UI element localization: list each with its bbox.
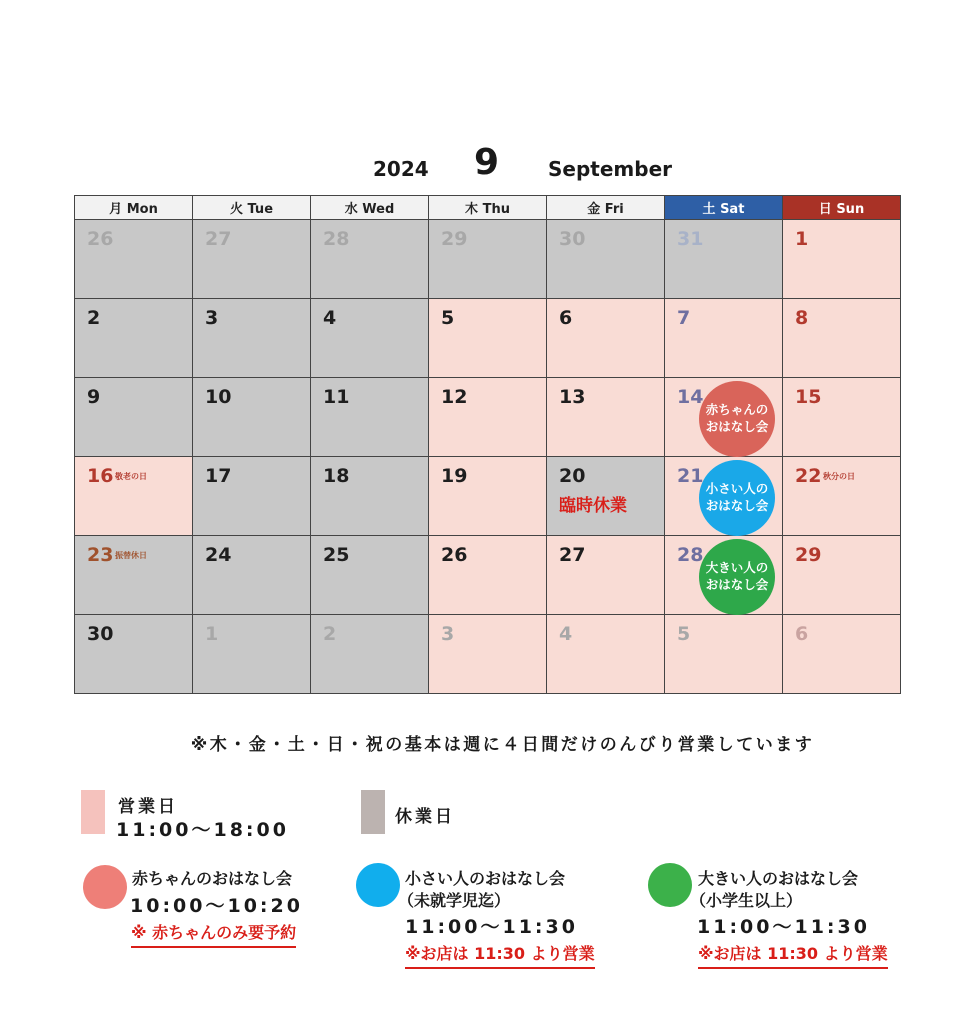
calendar-week-row xyxy=(75,378,901,457)
big-storytime-age: （小学生以上） xyxy=(690,891,803,910)
calendar-day-cell xyxy=(783,220,901,299)
weekday-header: 金 Fri xyxy=(547,196,665,220)
day-number: 17 xyxy=(205,465,232,487)
baby-storytime-time: 10:00〜10:20 xyxy=(130,895,303,917)
calendar-day-cell xyxy=(193,299,311,378)
day-number: 11 xyxy=(323,386,350,408)
calendar-day-cell xyxy=(665,536,783,615)
day-number: 2 xyxy=(87,307,101,329)
big-storytime-badge: 大きい人の おはなし会 xyxy=(699,539,775,615)
weekday-header: 水 Wed xyxy=(311,196,429,220)
day-number: 23 xyxy=(87,544,114,566)
baby-storytime-badge: 赤ちゃんの おはなし会 xyxy=(699,381,775,457)
small-storytime-title: 小さい人のおはなし会 xyxy=(405,869,566,888)
big-storytime-note: ※お店は 11:30 より営業 xyxy=(698,941,888,969)
day-number: 26 xyxy=(87,228,114,250)
calendar-day-cell xyxy=(311,457,429,536)
day-number: 1 xyxy=(795,228,809,250)
baby-storytime-dot xyxy=(83,865,127,909)
calendar-day-cell xyxy=(665,615,783,694)
weekday-header: 日 Sun xyxy=(783,196,901,220)
day-number: 6 xyxy=(795,623,809,645)
calendar-day-cell xyxy=(311,615,429,694)
day-number: 9 xyxy=(87,386,101,408)
calendar-day-cell xyxy=(429,299,547,378)
day-number: 22 xyxy=(795,465,822,487)
calendar-day-cell xyxy=(193,220,311,299)
temporary-closure-label: 臨時休業 xyxy=(559,496,627,516)
day-number: 21 xyxy=(677,465,704,487)
calendar-week-row xyxy=(75,220,901,299)
calendar-week-row xyxy=(75,299,901,378)
open-day-swatch xyxy=(81,790,105,834)
calendar-day-cell xyxy=(665,299,783,378)
calendar-day-cell xyxy=(783,615,901,694)
small-storytime-age: （未就学児迄） xyxy=(398,891,511,910)
calendar-day-cell xyxy=(429,220,547,299)
calendar-day-cell xyxy=(193,536,311,615)
day-number: 3 xyxy=(205,307,219,329)
day-number: 4 xyxy=(323,307,337,329)
calendar-day-cell xyxy=(193,457,311,536)
day-number: 24 xyxy=(205,544,232,566)
baby-storytime-note: ※ 赤ちゃんのみ要予約 xyxy=(131,920,296,948)
calendar-body xyxy=(75,220,901,694)
small-storytime-note: ※お店は 11:30 より営業 xyxy=(405,941,595,969)
big-storytime-title: 大きい人のおはなし会 xyxy=(698,869,859,888)
calendar-year: 2024 xyxy=(373,157,429,181)
calendar-day-cell xyxy=(75,378,193,457)
day-number: 7 xyxy=(677,307,691,329)
calendar-day-cell xyxy=(429,378,547,457)
calendar-day-cell xyxy=(665,220,783,299)
calendar-grid xyxy=(74,195,901,694)
calendar-header xyxy=(0,140,974,190)
calendar-day-cell xyxy=(429,457,547,536)
day-number: 26 xyxy=(441,544,468,566)
calendar-day-cell xyxy=(547,536,665,615)
calendar-day-cell xyxy=(311,299,429,378)
day-number: 6 xyxy=(559,307,573,329)
day-number: 13 xyxy=(559,386,586,408)
closed-day-swatch xyxy=(361,790,385,834)
calendar-day-cell xyxy=(665,457,783,536)
day-number: 30 xyxy=(87,623,114,645)
open-hours: 11:00〜18:00 xyxy=(116,819,289,841)
calendar-month-number: 9 xyxy=(474,142,500,183)
holiday-label: 秋分の日 xyxy=(823,472,855,481)
calendar-day-cell xyxy=(75,536,193,615)
day-number: 2 xyxy=(323,623,337,645)
day-number: 27 xyxy=(559,544,586,566)
day-number: 18 xyxy=(323,465,350,487)
day-number: 25 xyxy=(323,544,350,566)
calendar-day-cell xyxy=(429,615,547,694)
calendar-day-cell xyxy=(783,378,901,457)
business-notice: ※木・金・土・日・祝の基本は週に４日間だけのんびり営業しています xyxy=(190,735,815,755)
day-number: 10 xyxy=(205,386,232,408)
day-number: 16 xyxy=(87,465,114,487)
day-number: 4 xyxy=(559,623,573,645)
baby-storytime-title: 赤ちゃんのおはなし会 xyxy=(132,869,293,888)
day-number: 15 xyxy=(795,386,822,408)
calendar-day-cell xyxy=(783,457,901,536)
calendar-day-cell xyxy=(547,299,665,378)
calendar-day-cell xyxy=(547,378,665,457)
day-number: 1 xyxy=(205,623,219,645)
day-number: 3 xyxy=(441,623,455,645)
holiday-label: 敬老の日 xyxy=(115,472,147,481)
weekday-header-row xyxy=(75,196,901,220)
calendar-month-name: September xyxy=(548,157,672,181)
big-storytime-time: 11:00〜11:30 xyxy=(697,916,870,938)
day-number: 30 xyxy=(559,228,586,250)
calendar-week-row xyxy=(75,615,901,694)
small-storytime-time: 11:00〜11:30 xyxy=(405,916,578,938)
calendar-day-cell xyxy=(311,378,429,457)
closed-day-label: 休業日 xyxy=(395,807,455,827)
day-number: 19 xyxy=(441,465,468,487)
calendar-day-cell xyxy=(75,220,193,299)
calendar-day-cell xyxy=(547,615,665,694)
calendar-day-cell xyxy=(311,536,429,615)
day-number: 20 xyxy=(559,465,586,487)
day-number: 28 xyxy=(323,228,350,250)
weekday-header: 月 Mon xyxy=(75,196,193,220)
calendar-day-cell xyxy=(193,615,311,694)
calendar-day-cell xyxy=(783,536,901,615)
day-number: 5 xyxy=(441,307,455,329)
calendar-day-cell xyxy=(665,378,783,457)
calendar-week-row xyxy=(75,536,901,615)
day-number: 14 xyxy=(677,386,704,408)
weekday-header: 火 Tue xyxy=(193,196,311,220)
weekday-header: 木 Thu xyxy=(429,196,547,220)
calendar-day-cell xyxy=(193,378,311,457)
day-number: 31 xyxy=(677,228,704,250)
day-number: 29 xyxy=(795,544,822,566)
calendar-day-cell xyxy=(783,299,901,378)
day-number: 5 xyxy=(677,623,691,645)
calendar-day-cell xyxy=(75,299,193,378)
holiday-label: 振替休日 xyxy=(115,551,147,560)
calendar-day-cell xyxy=(75,457,193,536)
weekday-header: 土 Sat xyxy=(665,196,783,220)
day-number: 12 xyxy=(441,386,468,408)
small-storytime-dot xyxy=(356,863,400,907)
calendar-week-row xyxy=(75,457,901,536)
calendar-day-cell xyxy=(547,220,665,299)
day-number: 28 xyxy=(677,544,704,566)
day-number: 29 xyxy=(441,228,468,250)
calendar-day-cell xyxy=(311,220,429,299)
calendar-day-cell xyxy=(547,457,665,536)
day-number: 8 xyxy=(795,307,809,329)
calendar-day-cell xyxy=(429,536,547,615)
day-number: 27 xyxy=(205,228,232,250)
calendar-day-cell xyxy=(75,615,193,694)
small-storytime-badge: 小さい人の おはなし会 xyxy=(699,460,775,536)
open-day-label: 営業日 xyxy=(118,797,178,817)
big-storytime-dot xyxy=(648,863,692,907)
